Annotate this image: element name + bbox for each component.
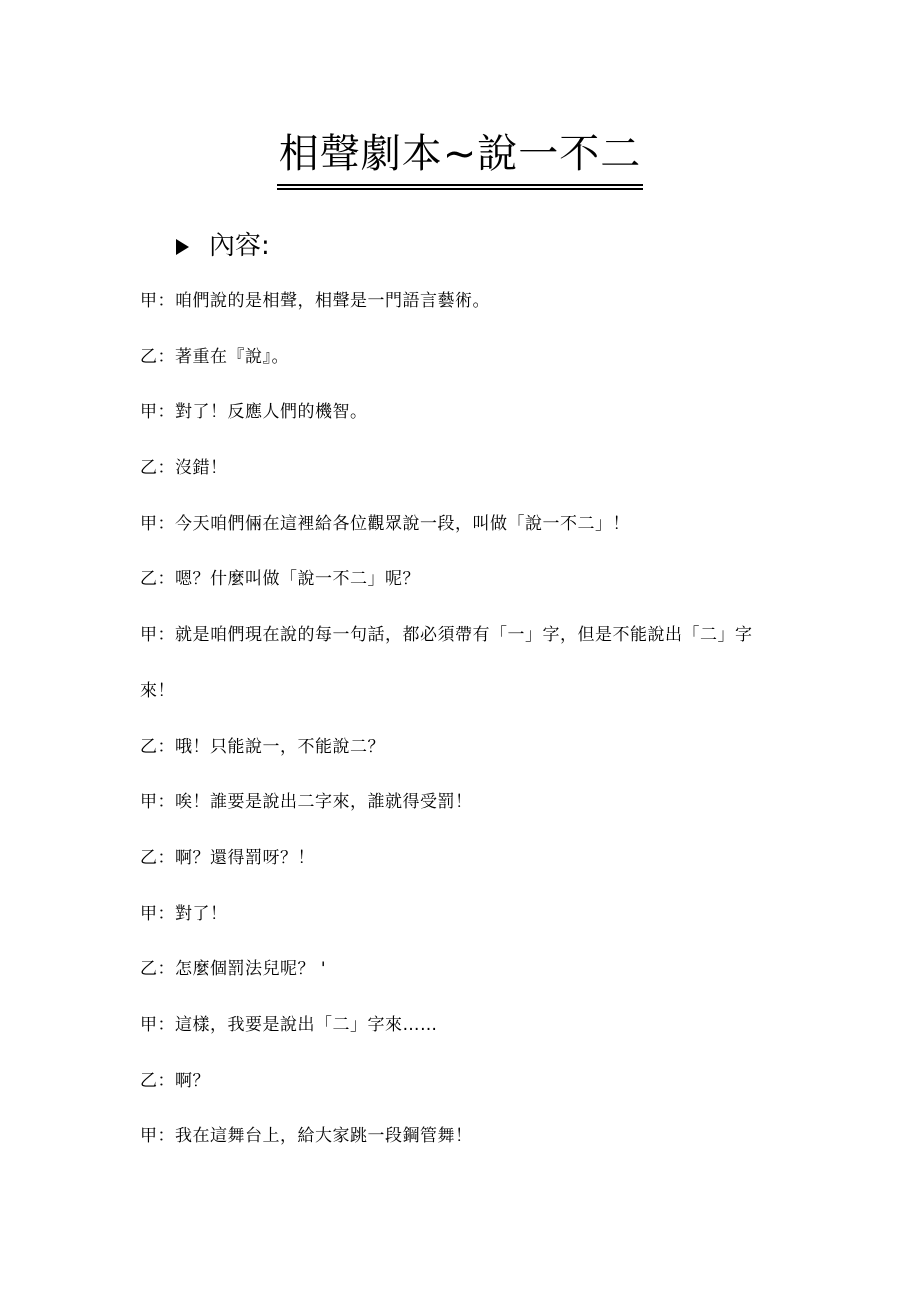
dialogue-line: 甲：唉！誰要是說出二字來，誰就得受罰！	[140, 792, 473, 813]
dialogue-line: 乙：嗯？什麼叫做「說一不二」呢？	[140, 569, 420, 590]
dialogue-line: 乙：沒錯！	[140, 458, 228, 479]
dialogue-line: 甲：對了！反應人們的機智。	[140, 402, 368, 423]
dialogue-line: 來！	[140, 680, 175, 701]
section-heading	[176, 228, 270, 264]
arrow-bullet-icon	[176, 239, 189, 255]
dialogue-lines	[140, 287, 800, 1178]
dialogue-line: 甲：這樣，我要是說出「二」字來……	[140, 1014, 438, 1035]
dialogue-line: 甲：對了！	[140, 903, 228, 924]
document-title: 相聲劇本~說一不二	[277, 128, 644, 190]
dialogue-line: 甲：我在這舞台上，給大家跳一段鋼管舞！	[140, 1126, 473, 1147]
section-heading-label: 內容:	[209, 231, 270, 261]
dialogue-line: 甲：就是咱們現在說的每一句話，都必須帶有「一」字，但是不能說出「二」字	[140, 625, 753, 646]
dialogue-line: 甲：今天咱們倆在這裡給各位觀眾說一段，叫做「說一不二」！	[140, 513, 630, 534]
dialogue-line: 乙：啊？還得罰呀？！	[140, 847, 315, 868]
dialogue-line: 乙：啊？	[140, 1070, 210, 1091]
dialogue-line: 乙：著重在『說』。	[140, 346, 289, 367]
dialogue-line: 甲：咱們說的是相聲，相聲是一門語言藝術。	[140, 291, 490, 311]
dialogue-line: 乙：哦！只能說一，不能說二？	[140, 736, 385, 757]
dialogue-line: 乙：怎麼個罰法兒呢？ '	[140, 959, 327, 980]
title-container	[0, 128, 920, 190]
